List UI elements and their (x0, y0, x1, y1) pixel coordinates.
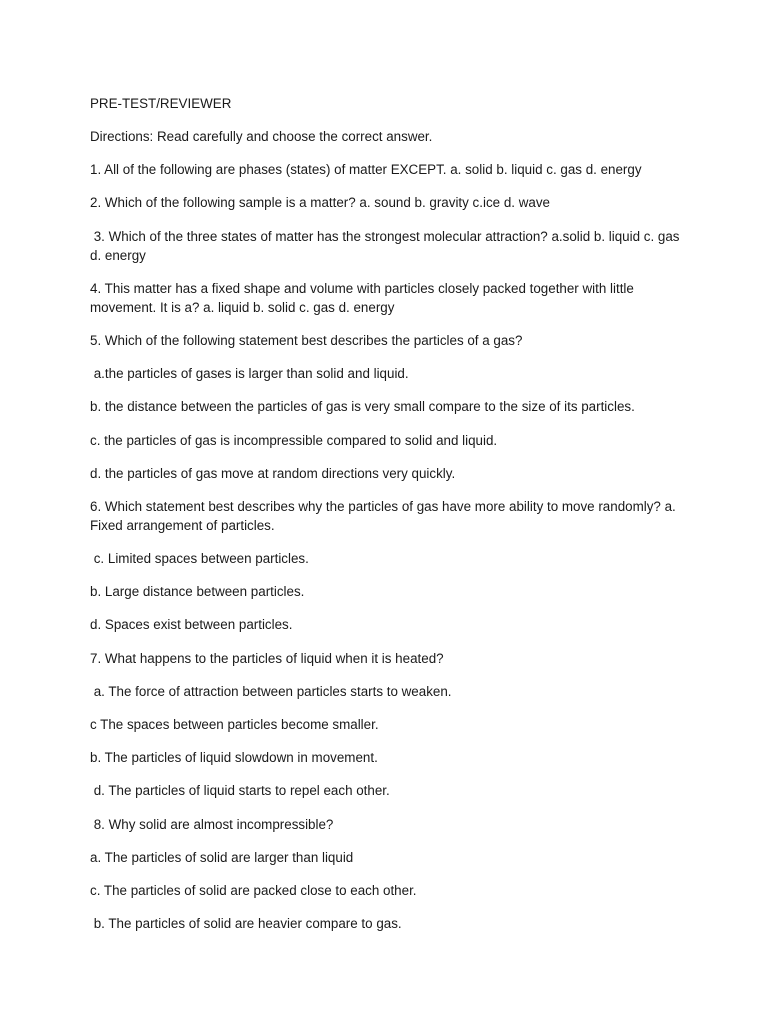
question-7-option-b: b. The particles of liquid slowdown in movement. (90, 750, 378, 766)
question-3: 3. Which of the three states of matter has the strongest molecular attraction? a.solid b. liquid c. gas d. energy (90, 228, 684, 263)
question-7-option-d: d. The particles of liquid starts to repel each other. (90, 783, 390, 799)
question-8-option-b: b. The particles of solid are heavier compare to gas. (90, 916, 402, 932)
question-6-option-d: d. Spaces exist between particles. (90, 617, 293, 633)
question-7-option-c: c The spaces between particles become smaller. (90, 717, 379, 732)
question-8: 8. Why solid are almost incompressible? (90, 816, 334, 832)
question-8-option-a: a. The particles of solid are larger than liquid (90, 849, 354, 865)
question-7: 7. What happens to the particles of liquid when it is heated? (90, 650, 444, 666)
document-title: PRE-TEST/REVIEWER (90, 96, 232, 111)
question-1: 1. All of the following are phases (states) of matter EXCEPT. a. solid b. liquid c. gas d. energy (90, 162, 642, 178)
question-6: 6. Which statement best describes why the particles of gas have more ability to move randomly? a. Fixed arrangement of particles. (90, 498, 680, 533)
question-5-option-a: a.the particles of gases is larger than solid and liquid. (90, 366, 409, 382)
question-6-option-b: b. Large distance between particles. (90, 584, 305, 600)
document-content (90, 94, 688, 947)
directions-text: Directions: Read carefully and choose the correct answer. (90, 129, 433, 144)
question-4: 4. This matter has a fixed shape and volume with particles closely packed together with little movement. It is a? a. liquid b. solid c. gas d. energy (90, 280, 638, 315)
question-5-option-d: d. the particles of gas move at random directions very quickly. (90, 465, 456, 481)
question-8-option-c: c. The particles of solid are packed close to each other. (90, 882, 417, 898)
question-5-option-b: b. the distance between the particles of gas is very small compare to the size of its particles. (90, 399, 635, 415)
question-7-option-a: a. The force of attraction between particles starts to weaken. (90, 683, 452, 699)
question-6-option-c: c. Limited spaces between particles. (90, 551, 309, 567)
question-5: 5. Which of the following statement best describes the particles of a gas? (90, 332, 523, 348)
question-2: 2. Which of the following sample is a matter? a. sound b. gravity c.ice d. wave (90, 195, 550, 211)
question-5-option-c: c. the particles of gas is incompressible compared to solid and liquid. (90, 432, 498, 448)
